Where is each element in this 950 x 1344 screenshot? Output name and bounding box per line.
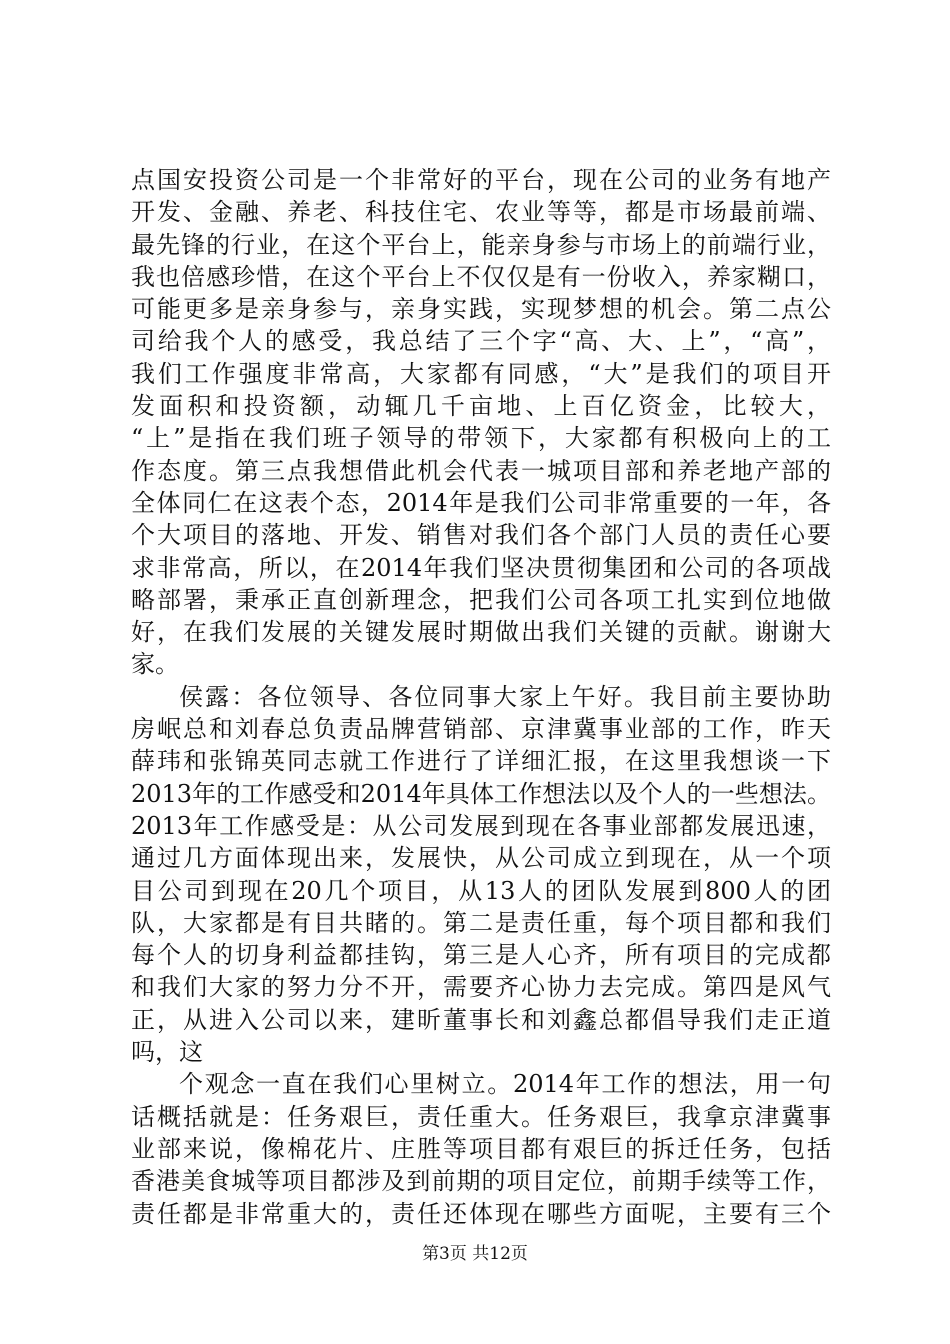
text-line: 和我们大家的努力分不开，需要齐心协力去完成。第四是风气 bbox=[131, 973, 831, 1002]
text-line: 我也倍感珍惜，在这个平台上不仅仅是有一份收入，养家糊口， bbox=[131, 262, 831, 291]
text-line: 发面积和投资额，动辄几千亩地、上百亿资金，比较大， bbox=[131, 392, 831, 421]
text-line: “上”是指在我们班子领导的带领下，大家都有积极向上的工 bbox=[131, 424, 831, 453]
text-line: 略部署，秉承正直创新理念，把我们公司各项工扎实到位地做 bbox=[131, 585, 831, 614]
text-line: 2013年工作感受是：从公司发展到现在各事业部都发展迅速， bbox=[131, 811, 831, 840]
text-line: 求非常高，所以，在2014年我们坚决贯彻集团和公司的各项战 bbox=[131, 553, 831, 582]
text-line: 业部来说，像棉花片、庄胜等项目都有艰巨的拆迁任务，包括 bbox=[131, 1134, 831, 1163]
text-line: 话概括就是：任务艰巨，责任重大。任务艰巨，我拿京津冀事 bbox=[131, 1102, 831, 1131]
text-line: 香港美食城等项目都涉及到前期的项目定位，前期手续等工作， bbox=[131, 1167, 831, 1196]
text-line: 房岷总和刘春总负责品牌营销部、京津冀事业部的工作，昨天 bbox=[131, 715, 831, 744]
text-line: 吗，这 bbox=[131, 1038, 203, 1067]
text-line: 侯露：各位领导、各位同事大家上午好。我目前主要协助 bbox=[179, 682, 831, 711]
text-line: 每个人的切身利益都挂钩，第三是人心齐，所有项目的完成都 bbox=[131, 941, 831, 970]
text-line: 通过几方面体现出来，发展快，从公司成立到现在，从一个项 bbox=[131, 844, 831, 873]
text-line: 2013年的工作感受和2014年具体工作想法以及个人的一些想法。 bbox=[131, 779, 831, 808]
text-line: 薛玮和张锦英同志就工作进行了详细汇报，在这里我想谈一下 bbox=[131, 747, 831, 776]
text-line: 队，大家都是有目共睹的。第二是责任重，每个项目都和我们 bbox=[131, 908, 831, 937]
text-line: 个大项目的落地、开发、销售对我们各个部门人员的责任心要 bbox=[131, 521, 831, 550]
text-line: 我们工作强度非常高，大家都有同感，“大”是我们的项目开 bbox=[131, 359, 831, 388]
text-line: 最先锋的行业，在这个平台上，能亲身参与市场上的前端行业， bbox=[131, 230, 831, 259]
page-number: 第3页 共12页 bbox=[422, 1244, 528, 1264]
text-line: 个观念一直在我们心里树立。2014年工作的想法，用一句 bbox=[179, 1070, 831, 1099]
text-line: 目公司到现在20几个项目，从13人的团队发展到800人的团 bbox=[131, 876, 831, 905]
text-line: 正，从进入公司以来，建昕董事长和刘鑫总都倡导我们走正道 bbox=[131, 1005, 831, 1034]
body-text bbox=[131, 164, 831, 1230]
text-line: 点国安投资公司是一个非常好的平台，现在公司的业务有地产 bbox=[131, 166, 831, 194]
text-line: 可能更多是亲身参与，亲身实践，实现梦想的机会。第二点公 bbox=[131, 295, 831, 324]
text-line: 家。 bbox=[131, 650, 179, 679]
text-line: 全体同仁在这表个态，2014年是我们公司非常重要的一年，各 bbox=[131, 488, 831, 517]
text-line: 开发、金融、养老、科技住宅、农业等等，都是市场最前端、 bbox=[131, 198, 831, 227]
text-line: 司给我个人的感受，我总结了三个字“高、大、上”，“高”， bbox=[131, 327, 831, 356]
text-line: 好，在我们发展的关键发展时期做出我们关键的贡献。谢谢大 bbox=[131, 618, 831, 647]
text-line: 责任都是非常重大的，责任还体现在哪些方面呢，主要有三个 bbox=[131, 1199, 831, 1228]
text-line: 作态度。第三点我想借此机会代表一城项目部和养老地产部的 bbox=[131, 456, 831, 485]
